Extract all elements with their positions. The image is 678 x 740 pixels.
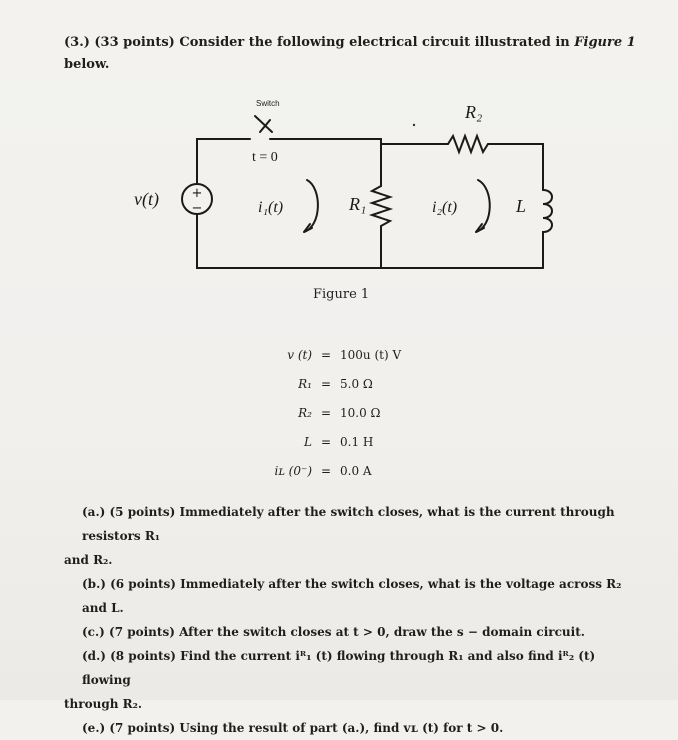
switch-blade [255, 116, 272, 132]
part-c [64, 620, 624, 644]
param-row [248, 369, 430, 398]
problem-number: (3.) [64, 35, 90, 50]
part-c-text: After the switch closes at t > 0, draw the s − domain circuit. [179, 625, 585, 639]
param-value: 100u (t) V [340, 347, 402, 362]
param-symbol: L [304, 434, 312, 449]
wire-r2-to-l [488, 144, 543, 190]
param-equals: = [320, 434, 332, 449]
wire-top-left [197, 139, 250, 184]
part-e-text: Using the result of part (a.), find vʟ (t) for t > 0. [179, 721, 504, 735]
param-row [248, 456, 430, 485]
current-source-1-label: i₁(t) [258, 199, 284, 216]
part-b [64, 572, 624, 620]
inductor-symbol [543, 190, 552, 268]
part-a-label: (a.) (5 points) [82, 505, 176, 519]
switch-time-label: t = 0 [252, 150, 278, 165]
problem-points: (33 points) [94, 35, 175, 50]
part-a [64, 500, 624, 548]
param-symbol: R₁ [298, 376, 312, 391]
part-a-text: Immediately after the switch closes, what is the current through resistors R₁ [82, 505, 615, 543]
param-value: 0.0 A [340, 463, 372, 478]
resistor-1-label: R₁ [349, 194, 367, 214]
voltage-source-minus: − [191, 201, 203, 216]
part-d-continued: through R₂. [64, 697, 143, 711]
parameter-table [248, 340, 430, 485]
problem-text: Consider the following electrical circuit illustrated in [179, 35, 570, 50]
param-equals: = [320, 376, 332, 391]
param-row [248, 427, 430, 456]
figure-caption: Figure 1 [313, 287, 370, 302]
stray-dot [413, 124, 415, 126]
question-parts [64, 500, 624, 740]
param-value: 5.0 Ω [340, 376, 373, 391]
param-equals: = [320, 347, 332, 362]
current-source-2-arrowhead [476, 224, 484, 232]
part-a-continued: and R₂. [64, 553, 113, 567]
problem-text-end: below. [64, 57, 110, 72]
part-e-label: (e.) (7 points) [82, 721, 176, 735]
source-label: v(t) [134, 189, 159, 209]
part-d-text: Find the current iᴿ₁ (t) flowing through R₁ and also find iᴿ₂ (t) flowing [82, 649, 596, 687]
wire-bottom [197, 214, 543, 268]
param-equals: = [320, 463, 332, 478]
part-d [64, 644, 624, 692]
part-b-text: Immediately after the switch closes, what is the voltage across R₂ and L. [82, 577, 622, 615]
part-b-label: (b.) (6 points) [82, 577, 176, 591]
current-source-2-label: i₂(t) [432, 199, 458, 216]
part-d-label: (d.) (8 points) [82, 649, 176, 663]
wire-to-r2 [381, 139, 448, 144]
current-source-1-arrowhead [304, 224, 312, 232]
voltage-source-plus: + [191, 186, 203, 201]
part-e [64, 716, 624, 740]
param-symbol: iʟ (0⁻) [274, 463, 312, 478]
param-row [248, 398, 430, 427]
part-c-label: (c.) (7 points) [82, 625, 175, 639]
param-symbol: R₂ [298, 405, 312, 420]
param-equals: = [320, 405, 332, 420]
figure-reference: Figure 1 [574, 35, 636, 50]
param-row [248, 340, 430, 369]
resistor-2-label: R₂ [465, 102, 483, 122]
param-symbol: v (t) [287, 347, 312, 362]
inductor-label: L [516, 196, 527, 216]
switch-label: Switch [256, 99, 280, 108]
resistor-r1-symbol [372, 186, 390, 226]
resistor-r2-symbol [448, 136, 488, 152]
param-value: 0.1 H [340, 434, 374, 449]
param-value: 10.0 Ω [340, 405, 381, 420]
